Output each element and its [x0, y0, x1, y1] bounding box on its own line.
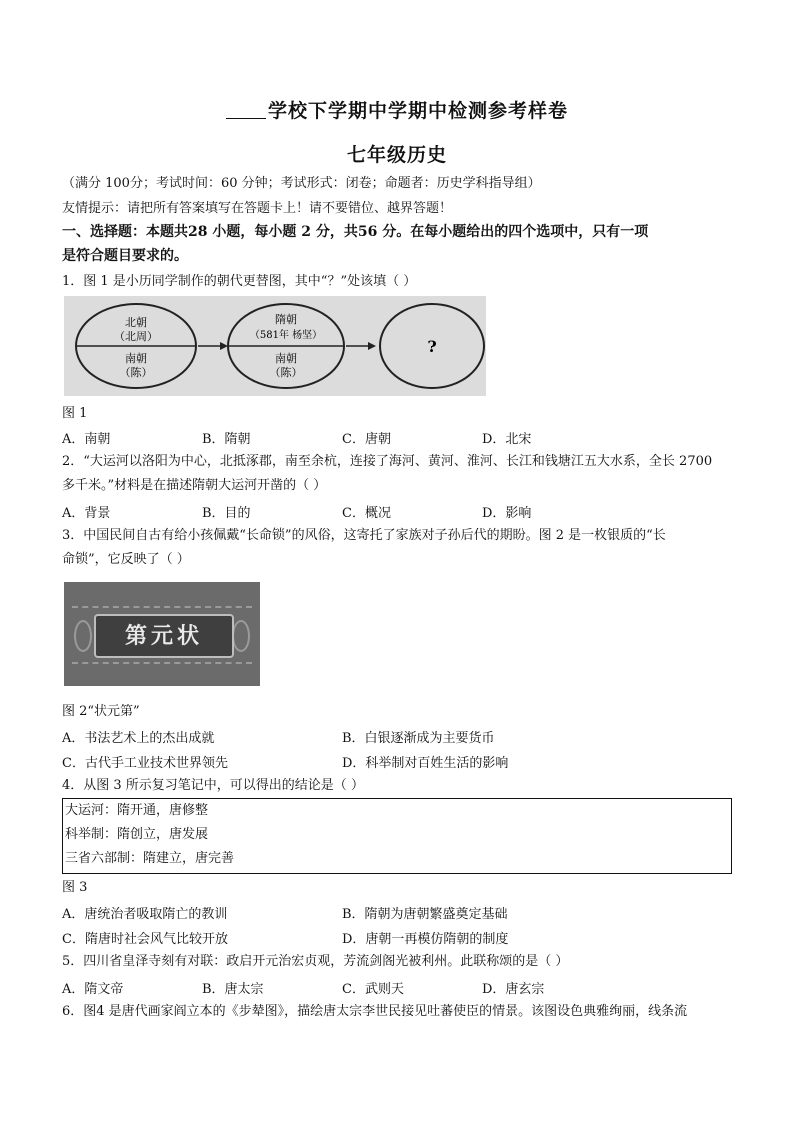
lock-decoration-bottom — [72, 662, 252, 678]
q4-option-a[interactable]: A．唐统治者吸取隋亡的教训 — [62, 907, 228, 922]
question-3-options-row2 — [62, 752, 742, 771]
q2-option-b[interactable]: B．目的 — [202, 506, 251, 521]
circle1-top-label: 北朝 — [125, 316, 147, 329]
question-2-options — [62, 502, 742, 521]
q1-option-d[interactable]: D．北宋 — [482, 432, 532, 447]
q3-option-d[interactable]: D．科举制对百姓生活的影响 — [342, 756, 509, 771]
question-5-stem: 5．四川省皇泽寺刻有对联：政启开元治宏贞观，芳流剑阁光被利州。此联称颂的是（ ） — [62, 954, 569, 969]
question-4-options-row1 — [62, 903, 742, 922]
question-5-options — [62, 978, 742, 997]
lock-ornament-left — [74, 620, 92, 652]
q5-option-c[interactable]: C．武则天 — [342, 982, 404, 997]
q2-option-a[interactable]: A．背景 — [62, 506, 111, 521]
circle2-top-label: 隋朝 — [275, 313, 297, 326]
section-heading-cont: 是符合题目要求的。 — [62, 248, 188, 264]
note-imperial-exam: 科举制：隋创立，唐发展 — [65, 827, 209, 842]
q5-option-a[interactable]: A．隋文帝 — [62, 982, 124, 997]
q2-option-c[interactable]: C．概况 — [342, 506, 391, 521]
q1-option-b[interactable]: B．隋朝 — [202, 432, 251, 447]
title-text: 学校下学期中学期中检测参考样卷 — [267, 100, 568, 122]
lock-decoration-top — [72, 588, 252, 608]
question-6-stem: 6．图4 是唐代画家阎立本的《步辇图》，描绘唐太宗李世民接见吐蕃使臣的情景。该图设色典雅绚丽，线条流 — [62, 1004, 688, 1019]
q1-option-a[interactable]: A．南朝 — [62, 432, 111, 447]
question-1-stem: 1．图 1 是小历同学制作的朝代更替图，其中“？”处该填（ ） — [62, 274, 417, 289]
q3-option-c[interactable]: C．古代手工业技术世界领先 — [62, 756, 228, 771]
q4-option-d[interactable]: D．唐朝一再模仿隋朝的制度 — [342, 932, 509, 947]
lock-ornament-right — [232, 620, 250, 652]
question-3-stem: 3．中国民间自古有给小孩佩戴“长命锁”的风俗，这寄托了家族对子孙后代的期盼。图 2 是一枚银质的“长 — [62, 528, 666, 543]
dynasty-diagram-svg — [64, 296, 486, 396]
q3-option-a[interactable]: A．书法艺术上的杰出成就 — [62, 731, 215, 746]
figure-1-caption: 图 1 — [62, 406, 88, 421]
circle1-bottom-sub: （陈） — [119, 366, 153, 379]
circle2-top-sub: （581年 杨坚） — [249, 330, 323, 341]
q3-option-b[interactable]: B．白银逐渐成为主要货币 — [342, 731, 495, 746]
question-2-stem-cont: 多千米。”材料是在描述隋朝大运河开凿的（ ） — [62, 478, 327, 493]
longevity-lock-photo — [64, 582, 260, 686]
question-1-options — [62, 428, 742, 447]
question-3-stem-cont: 命锁”，它反映了（ ） — [62, 552, 190, 567]
circle2-bottom-sub: （陈） — [269, 366, 303, 379]
q1-option-c[interactable]: C．唐朝 — [342, 432, 391, 447]
arrow-1-head — [220, 342, 228, 350]
lock-inscription: 第元状 — [94, 614, 234, 658]
figure-2-caption: 图 2“状元第” — [62, 704, 140, 719]
exam-info: （满分 100分；考试时间：60 分钟；考试形式：闭卷；命题者：历史学科指导组） — [62, 176, 541, 191]
review-notes-box — [62, 798, 732, 874]
page-subtitle: 七年级历史 — [346, 144, 447, 166]
q4-option-c[interactable]: C．隋唐时社会风气比较开放 — [62, 932, 228, 947]
exam-tip: 友情提示：请把所有答案填写在答题卡上！请不要错位、越界答题！ — [62, 201, 453, 216]
dynasty-diagram — [64, 296, 486, 396]
circle1-top-sub: （北周） — [114, 330, 158, 343]
note-grand-canal: 大运河：隋开通，唐修整 — [65, 803, 209, 818]
q2-option-d[interactable]: D．影响 — [482, 506, 532, 521]
note-three-departments: 三省六部制：隋建立，唐完善 — [65, 851, 235, 866]
figure-3-caption: 图 3 — [62, 880, 88, 895]
circle2-bottom-label: 南朝 — [275, 352, 297, 365]
q4-option-b[interactable]: B．隋朝为唐朝繁盛奠定基础 — [342, 907, 508, 922]
question-2-stem: 2．“大运河以洛阳为中心，北抵涿郡，南至余杭，连接了海河、黄河、淮河、长江和钱塘江五大水系，全长 2700 — [62, 454, 713, 469]
question-4-stem: 4．从图 3 所示复习笔记中，可以得出的结论是（ ） — [62, 778, 364, 793]
question-3-options-row1 — [62, 727, 742, 746]
arrow-2-head — [368, 342, 376, 350]
section-heading: 一、选择题：本题共28 小题，每小题 2 分，共56 分。在每小题给出的四个选项中，只有一项 — [62, 224, 649, 240]
school-name-blank — [226, 100, 266, 119]
circle1-bottom-label: 南朝 — [125, 352, 147, 365]
q5-option-d[interactable]: D．唐玄宗 — [482, 982, 545, 997]
q5-option-b[interactable]: B．唐太宗 — [202, 982, 264, 997]
question-4-options-row2 — [62, 928, 742, 947]
circle3-question-mark: ? — [427, 337, 437, 356]
page-title — [0, 96, 794, 123]
